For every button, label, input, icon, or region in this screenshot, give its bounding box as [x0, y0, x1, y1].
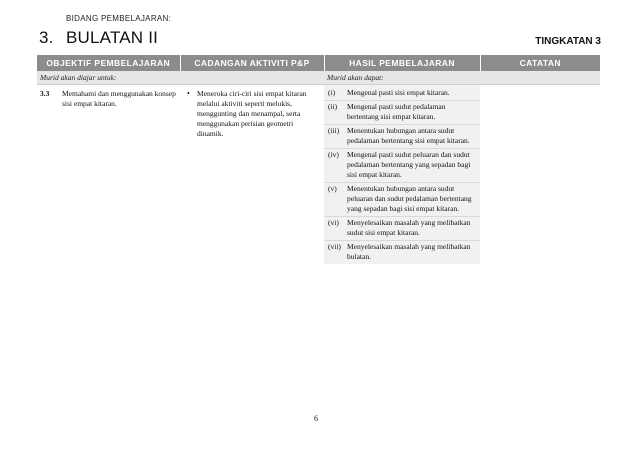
objective-code: 3.3	[40, 89, 50, 98]
topic-title	[39, 28, 158, 48]
subheader-taught: Murid akan diajar untuk:	[37, 71, 324, 85]
list-item	[324, 241, 480, 264]
syllabus-table	[37, 55, 600, 264]
column-header-notes: CATATAN	[480, 55, 600, 71]
outcome-text: Menyelesaikan masalah yang melibatkan bulatan.	[347, 242, 471, 261]
column-header-outcome: HASIL PEMBELAJARAN	[324, 55, 480, 71]
outcome-number: (v)	[328, 184, 337, 193]
list-item	[324, 101, 480, 125]
list-item	[324, 125, 480, 149]
outcome-number: (iii)	[328, 126, 340, 135]
activity-cell	[180, 85, 324, 265]
list-item	[324, 149, 480, 183]
outcome-number: (ii)	[328, 102, 338, 111]
outcome-number: (iv)	[328, 150, 339, 159]
form-label: TINGKATAN 3	[535, 36, 601, 47]
table-row	[37, 85, 600, 265]
objective-cell	[37, 85, 180, 265]
subheader-row	[37, 71, 600, 85]
column-header-activity: CADANGAN AKTIVITI P&P	[180, 55, 324, 71]
outcome-text: Mengenal pasti sudut pedalaman bertentang sisi empat kitaran.	[347, 102, 446, 121]
outcome-text: Mengenal pasti sudut peluaran dan sudut pedalaman bertentang yang sepadan bagi sisi empat kitaran.	[347, 150, 471, 179]
list-item	[324, 183, 480, 217]
topic-number: 3.	[39, 28, 54, 47]
outcome-text: Menentukan hubungan antara sudut pedalaman bertentang sisi empat kitaran.	[347, 126, 470, 145]
outcome-cell	[324, 85, 480, 265]
page-number: 6	[314, 414, 318, 423]
notes-cell	[480, 85, 600, 265]
field-label: BIDANG PEMBELAJARAN:	[66, 14, 172, 23]
list-item	[324, 217, 480, 241]
list-item	[324, 87, 480, 101]
outcome-number: (i)	[328, 88, 336, 97]
column-header-objective: OBJEKTIF PEMBELAJARAN	[37, 55, 180, 71]
topic-name: BULATAN II	[66, 28, 159, 47]
outcome-text: Menentukan hubungan antara sudut peluaran dan sudut pedalaman bertentang yang sepadan bagi sisi empat kitaran.	[347, 184, 472, 213]
outcome-number: (vii)	[328, 242, 341, 251]
header-row	[37, 55, 600, 71]
subheader-able: Murid akan dapat:	[324, 71, 600, 85]
objective-text: Memahami dan menggunakan konsep sisi empat kitaran.	[62, 89, 176, 108]
outcome-number: (vi)	[328, 218, 339, 227]
bullet-icon: •	[187, 89, 190, 98]
outcome-text: Menyelesaikan masalah yang melibatkan sudut sisi empat kitaran.	[347, 218, 471, 237]
activity-text: Meneroka ciri-ciri sisi empat kitaran melalui aktiviti seperti melukis, menggunting dan menampal, serta menggunakan perisian geometri dinamik.	[197, 89, 307, 138]
outcome-text: Mengenal pasti sisi empat kitaran.	[347, 88, 450, 97]
